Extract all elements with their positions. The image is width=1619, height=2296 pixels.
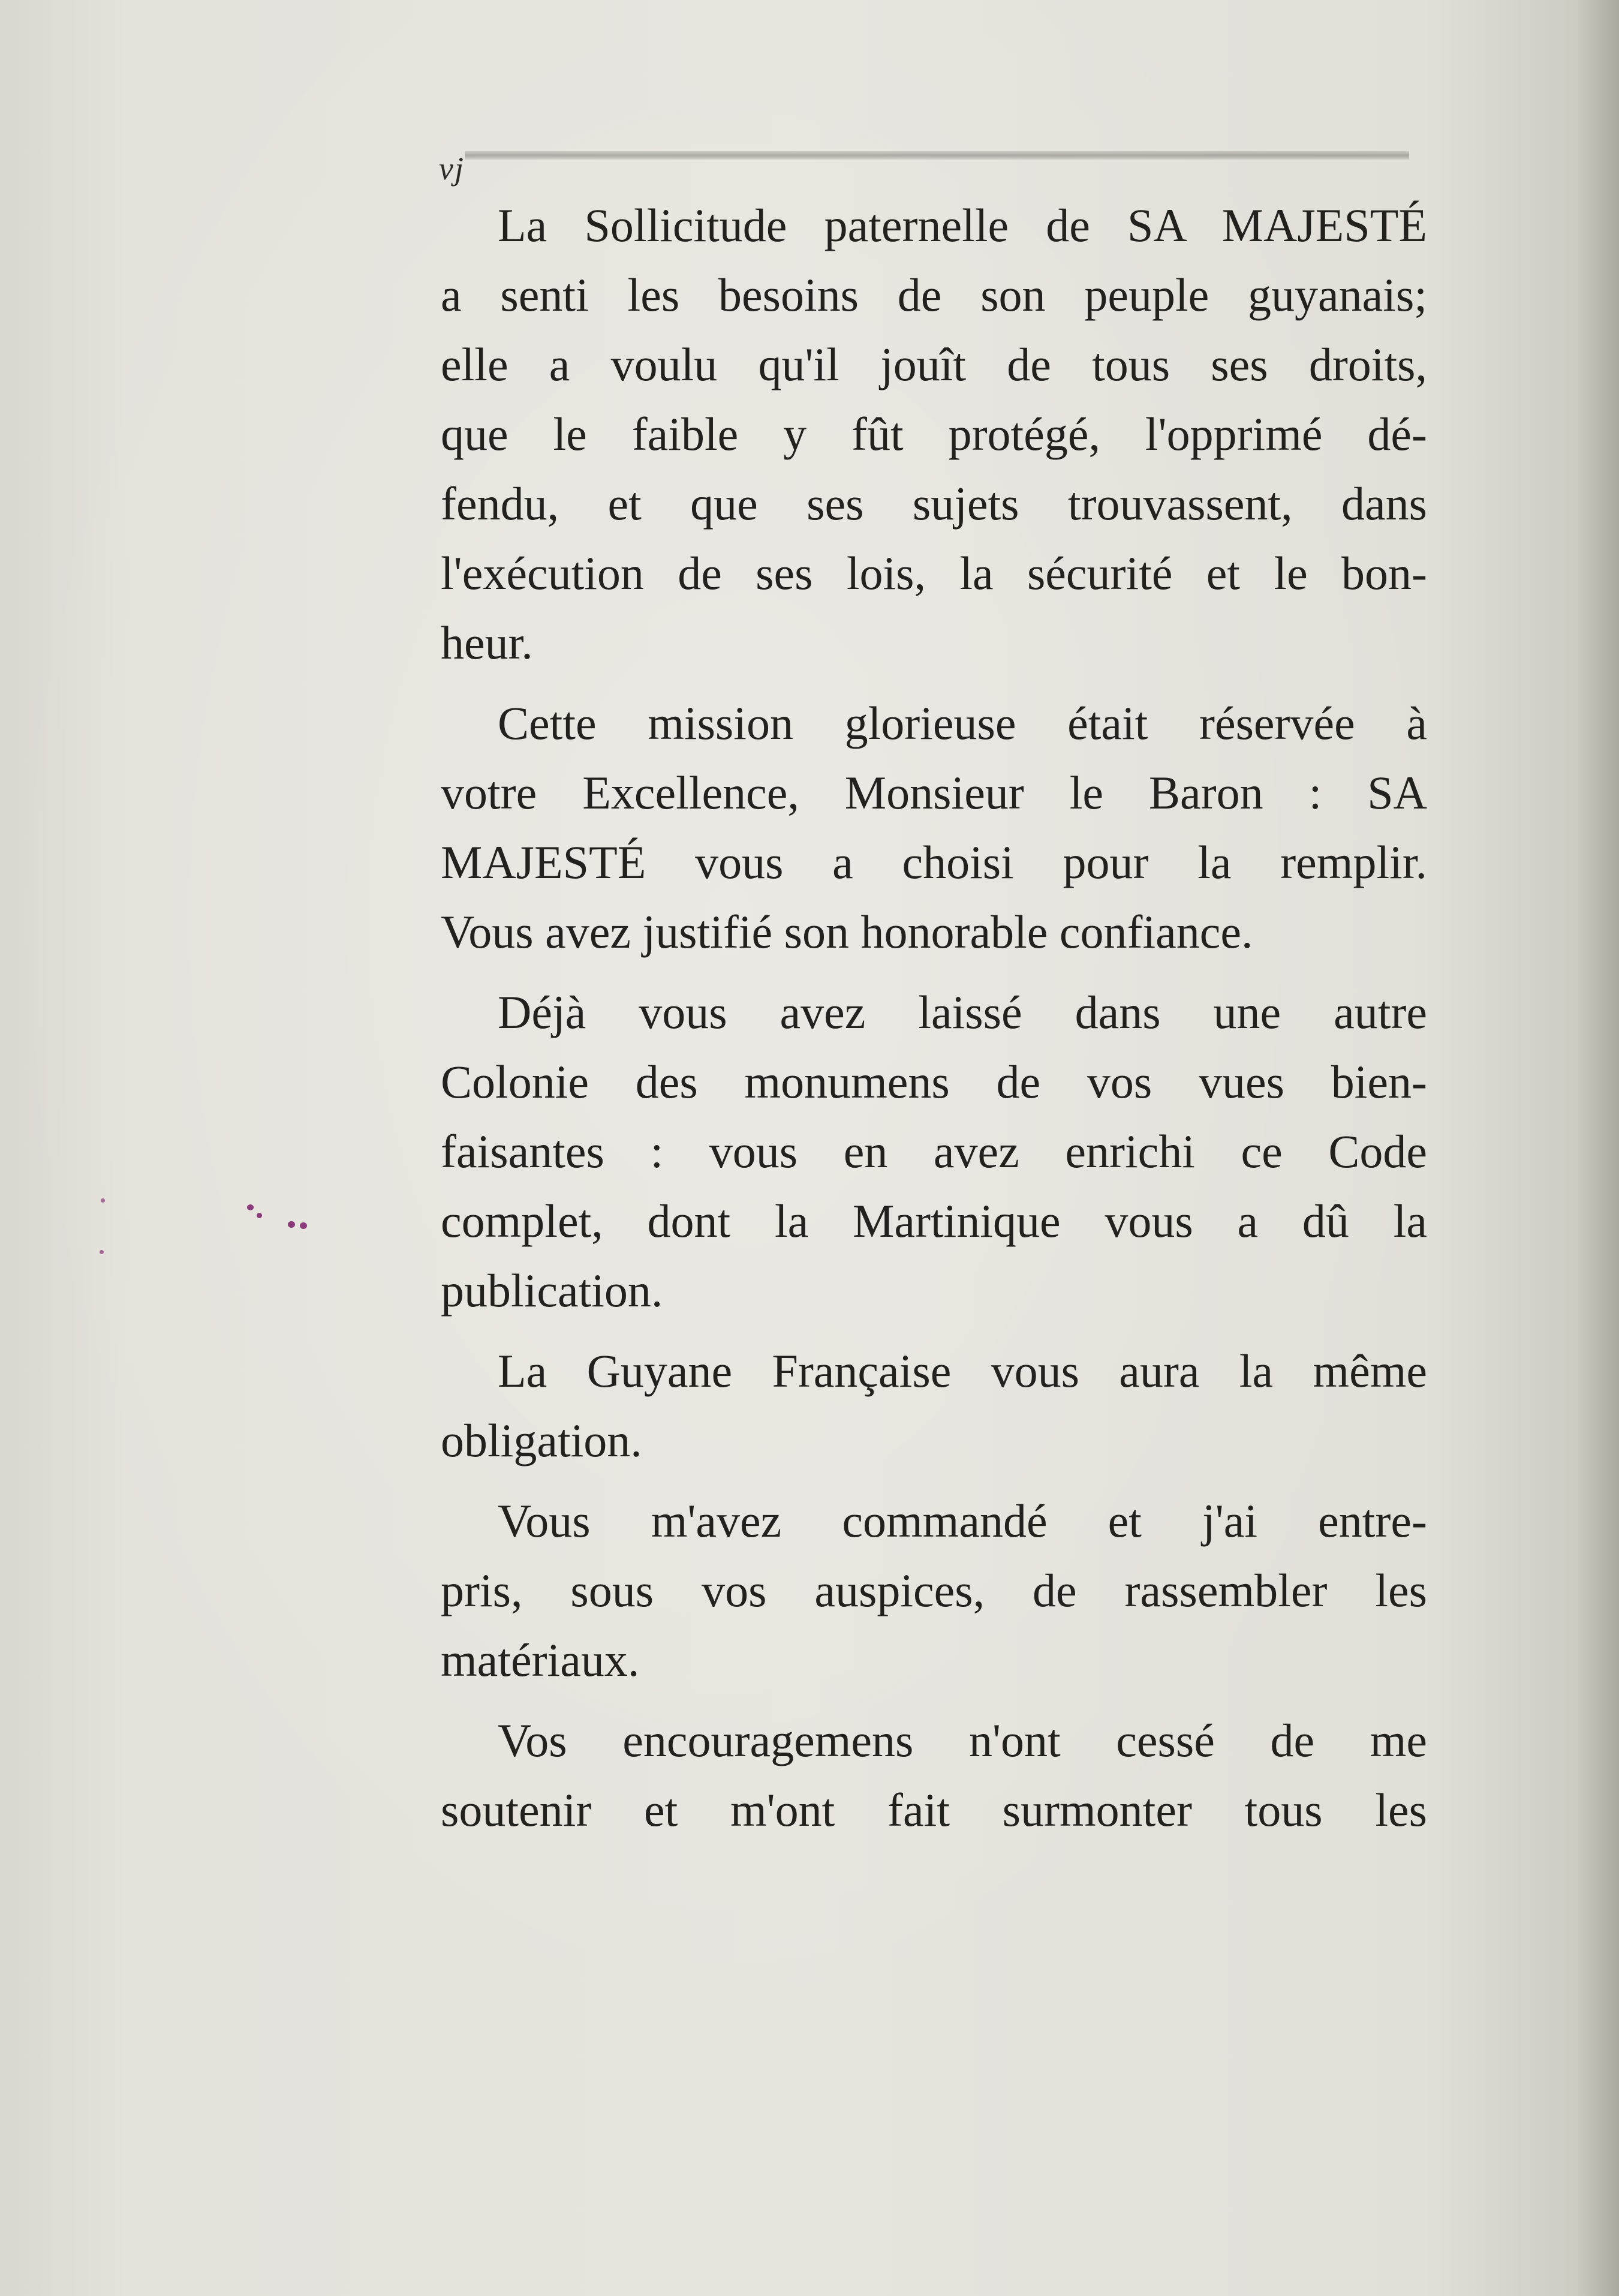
text-line: Cette mission glorieuse était réservée à — [498, 697, 1427, 749]
text-line: votre Excellence, Monsieur le Baron : SA — [441, 767, 1427, 819]
text-line: faisantes : vous en avez enrichi ce Code — [441, 1125, 1427, 1177]
text-line: pris, sous vos auspices, de rassembler les — [441, 1564, 1427, 1616]
paragraph — [441, 689, 1427, 967]
text-line: a senti les besoins de son peuple guyanais; — [441, 269, 1427, 321]
text-line: l'exécution de ses lois, la sécurité et le bon- — [441, 547, 1427, 599]
text-line: elle a voulu qu'il jouît de tous ses droits, — [441, 338, 1427, 390]
text-line: Vos encouragemens n'ont cessé de me — [498, 1714, 1427, 1766]
text-line: publication. — [441, 1264, 663, 1317]
text-line: La Sollicitude paternelle de SA MAJESTÉ — [498, 199, 1427, 251]
paragraph — [441, 978, 1427, 1326]
paragraph — [441, 191, 1427, 678]
text-line: soutenir et m'ont fait surmonter tous les — [441, 1784, 1427, 1836]
text-line: Déjà vous avez laissé dans une autre — [498, 986, 1427, 1038]
page-edge-shadow — [1577, 0, 1619, 2296]
text-line: Vous avez justifié son honorable confiance. — [441, 906, 1253, 958]
ink-stain — [96, 1176, 336, 1272]
paragraph — [441, 1706, 1427, 1845]
page-number: vj — [439, 151, 465, 187]
text-line: Colonie des monumens de vos vues bien- — [441, 1056, 1427, 1108]
paragraph — [441, 1486, 1427, 1695]
text-line: heur. — [441, 617, 533, 669]
header-rule — [465, 151, 1409, 160]
body-text — [441, 191, 1427, 1845]
text-line: MAJESTÉ vous a choisi pour la remplir. — [441, 836, 1427, 888]
text-line: que le faible y fût protégé, l'opprimé dé- — [441, 408, 1427, 460]
text-line: obligation. — [441, 1414, 642, 1466]
text-line: La Guyane Française vous aura la même — [498, 1345, 1427, 1397]
text-line: Vous m'avez commandé et j'ai entre- — [498, 1495, 1427, 1547]
text-line: complet, dont la Martinique vous a dû la — [441, 1195, 1427, 1247]
text-line: matériaux. — [441, 1634, 640, 1686]
paragraph — [441, 1336, 1427, 1475]
text-line: fendu, et que ses sujets trouvassent, dans — [441, 477, 1427, 530]
